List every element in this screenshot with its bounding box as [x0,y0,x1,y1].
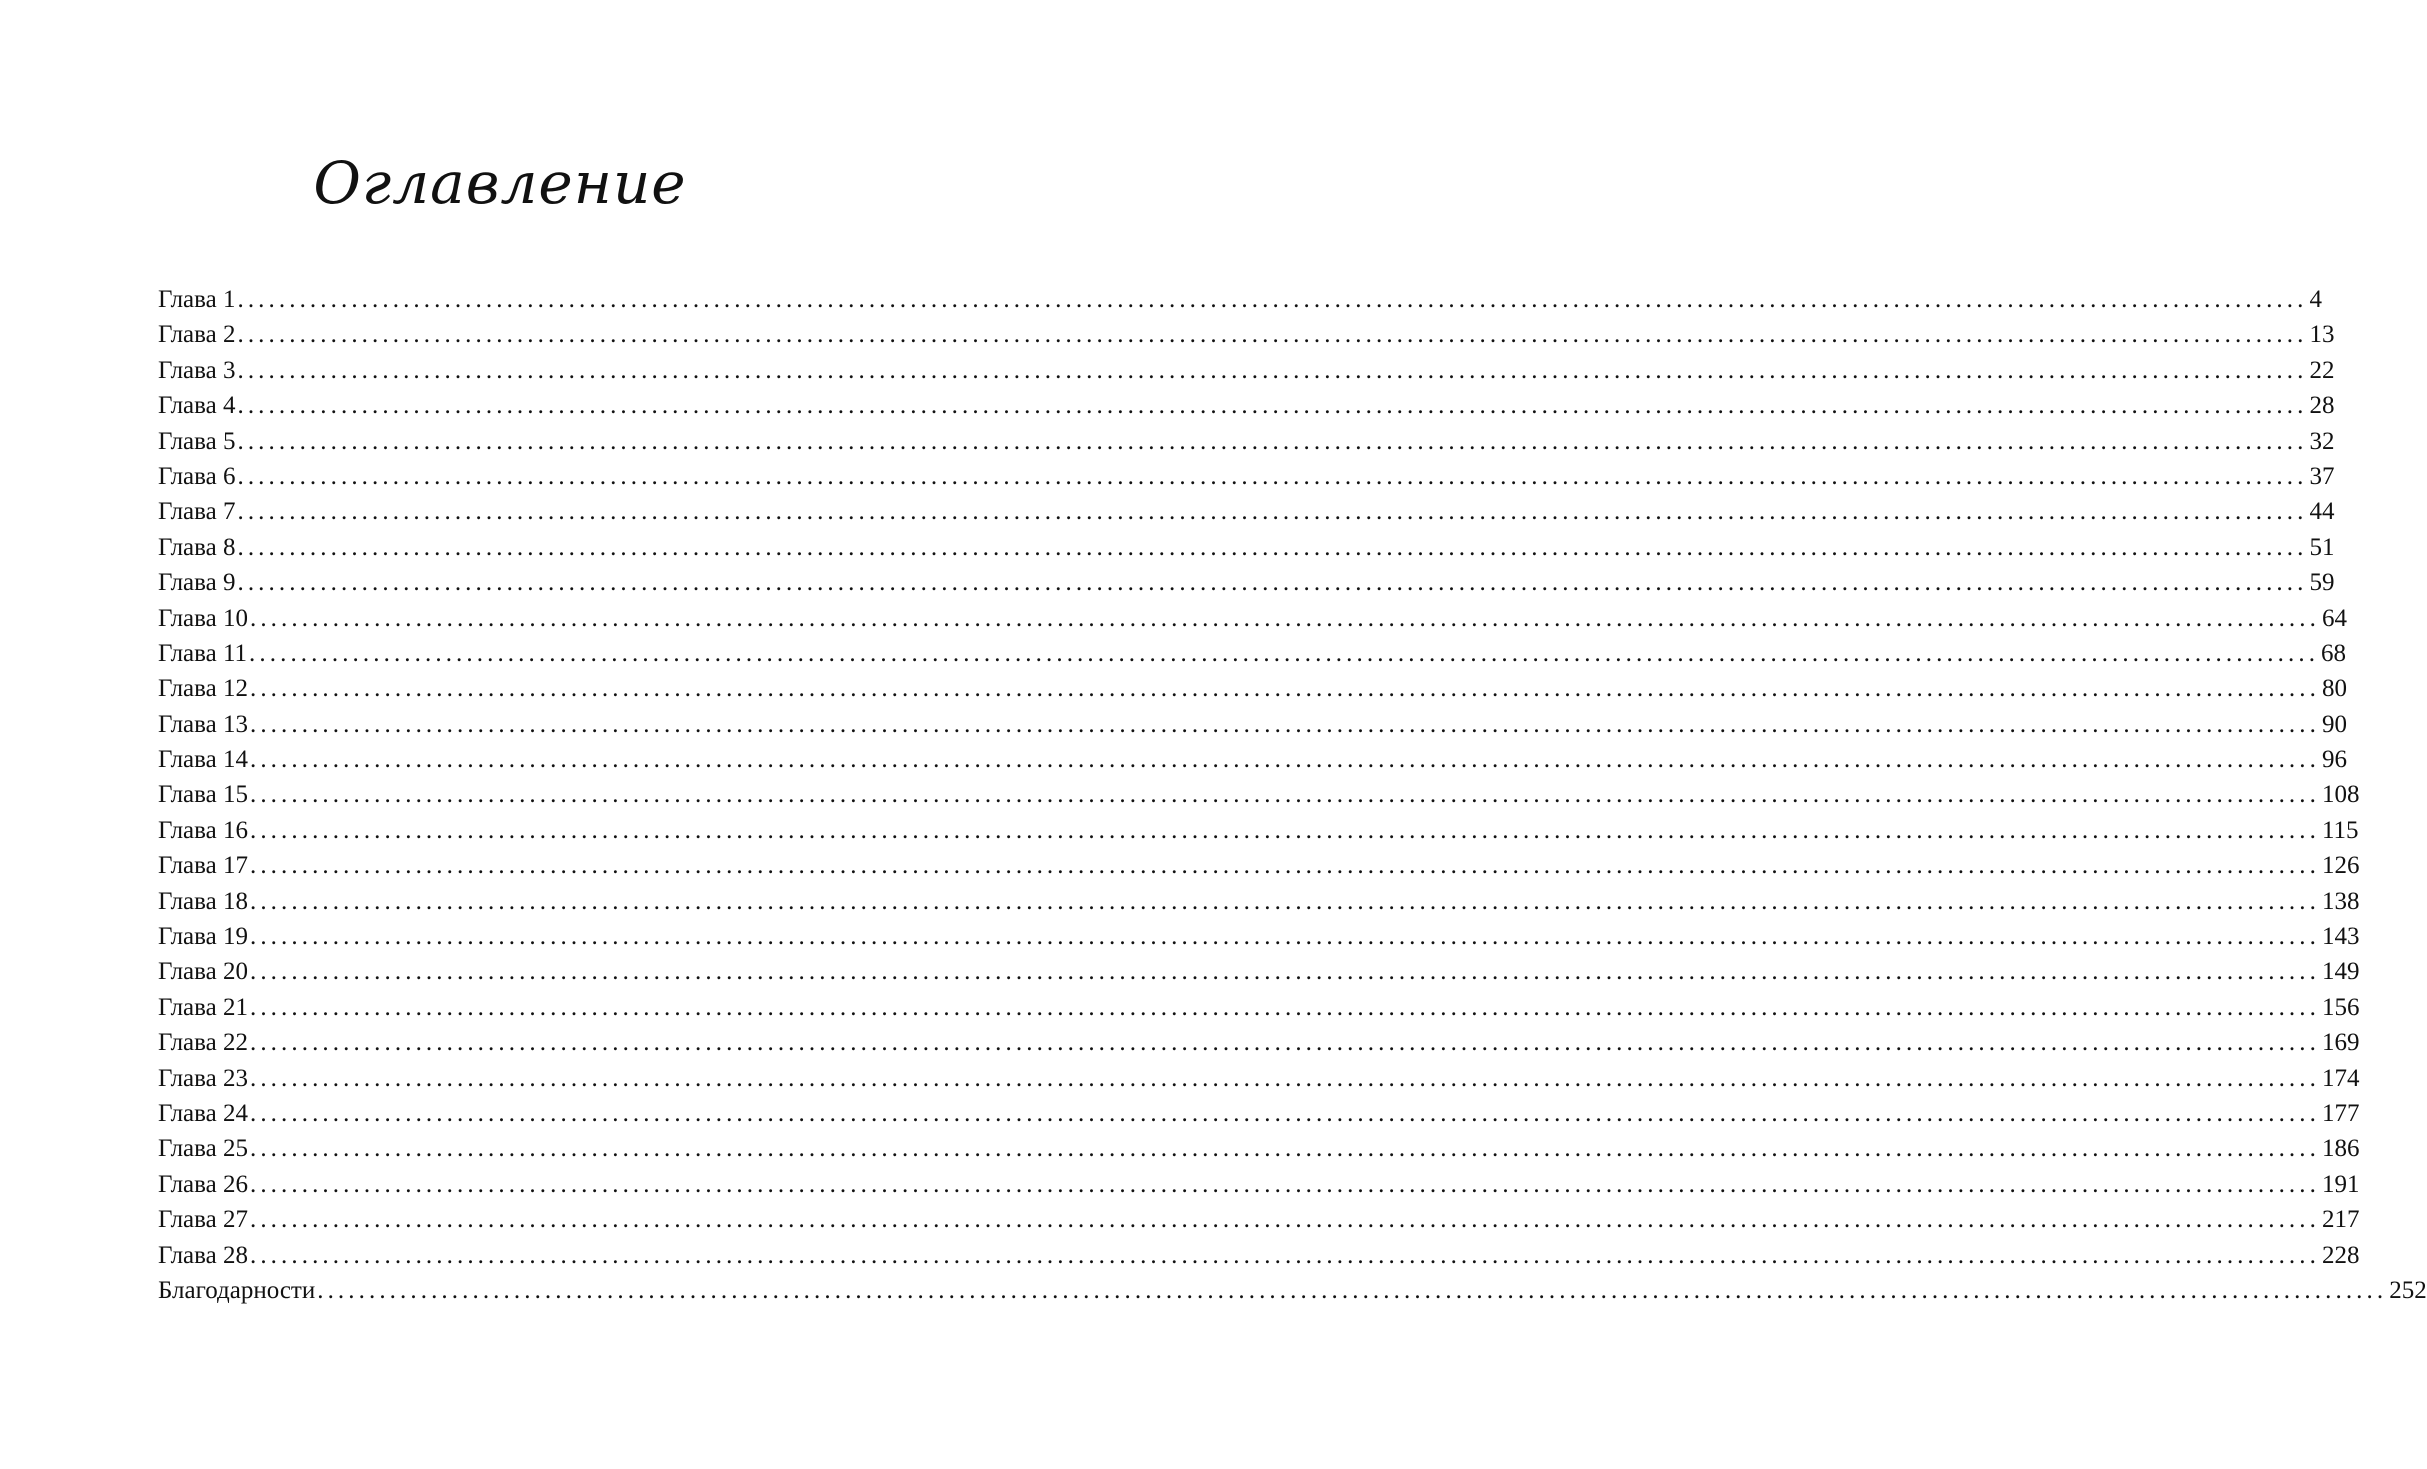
toc-entry [158,1273,2427,1308]
toc-entry-label: Глава 3 [158,356,236,384]
dot-leader: ........................................................................................................................................................................................................ [249,1029,2320,1057]
dot-leader: ........................................................................................................................................................................................................ [249,1170,2320,1198]
toc-entry-label: Глава 26 [158,1170,248,1198]
toc-entry-label: Глава 23 [158,1064,248,1092]
toc-entry [158,742,2347,777]
toc-entry-label: Глава 27 [158,1206,248,1234]
dot-leader: ........................................................................................................................................................................................................ [237,462,2308,490]
dot-leader: ........................................................................................................................................................................................................ [237,533,2308,561]
toc-entry-label: Глава 7 [158,498,236,526]
toc-entry-page-number: 68 [2321,639,2347,667]
dot-leader: ........................................................................................................................................................................................................ [249,746,2320,774]
dot-leader: ........................................................................................................................................................................................................ [249,852,2320,880]
toc-entry [158,388,2335,423]
toc-entry-label: Глава 19 [158,923,248,951]
toc-entry-page-number: 13 [2309,321,2335,349]
toc-entry [158,1238,2360,1273]
dot-leader: ........................................................................................................................................................................................................ [249,923,2320,951]
dot-leader: ........................................................................................................................................................................................................ [237,392,2308,420]
toc-entry-page-number: 191 [2321,1170,2360,1198]
dot-leader: ........................................................................................................................................................................................................ [237,286,2308,313]
toc-entry-page-number: 149 [2321,958,2360,986]
dot-leader: ........................................................................................................................................................................................................ [237,498,2308,526]
toc-entry [158,530,2335,565]
toc-entry-page-number: 252 [2389,1276,2427,1304]
toc-entry-page-number: 228 [2321,1241,2360,1269]
toc-entry-label: Глава 20 [158,958,248,986]
toc-entry-label: Глава 9 [158,569,236,597]
toc-entry-page-number: 108 [2321,781,2360,809]
toc-entry [158,1202,2360,1237]
dot-leader: ........................................................................................................................................................................................................ [249,1135,2320,1163]
toc-entry-label: Глава 22 [158,1029,248,1057]
toc-entry-page-number: 174 [2321,1064,2360,1092]
toc-entry [158,919,2360,954]
toc-entry [158,990,2360,1025]
dot-leader: ........................................................................................................................................................................................................ [249,604,2320,632]
toc-entry-label: Глава 14 [158,746,248,774]
toc-entry-page-number: 90 [2321,710,2347,738]
toc-entry-page-number: 64 [2321,604,2347,632]
toc-entry [158,317,2335,352]
toc-entry-label: Глава 6 [158,462,236,490]
dot-leader: ........................................................................................................................................................................................................ [237,321,2308,349]
toc-entry-page-number: 126 [2321,852,2360,880]
toc-entry-label: Глава 8 [158,533,236,561]
toc-entry-page-number: 32 [2309,427,2335,455]
page-title: Оглавление [313,149,687,217]
toc-entry-page-number: 186 [2321,1135,2360,1163]
dot-leader: ........................................................................................................................................................................................................ [237,427,2308,455]
toc-entry [158,424,2335,459]
dot-leader: ........................................................................................................................................................................................................ [249,781,2320,809]
toc-entry [158,282,2322,317]
toc-entry-page-number: 51 [2309,533,2335,561]
toc-entry-label: Глава 21 [158,993,248,1021]
toc-entry-label: Глава 11 [158,639,248,667]
dot-leader: ........................................................................................................................................................................................................ [249,816,2320,844]
toc-entry-page-number: 80 [2321,675,2347,703]
toc-entry-label: Глава 28 [158,1241,248,1269]
toc-entry-page-number: 115 [2321,816,2359,844]
toc-entry-page-number: 4 [2309,286,2322,313]
dot-leader: ........................................................................................................................................................................................................ [249,1064,2320,1092]
toc-entry [158,671,2347,706]
toc-entry-label: Глава 17 [158,852,248,880]
toc-entry-page-number: 177 [2321,1099,2360,1127]
toc-entry [158,884,2360,919]
toc-entry-label: Глава 13 [158,710,248,738]
toc-entry-label: Благодарности [158,1276,316,1304]
toc-entry [158,1096,2360,1131]
toc-entry [158,813,2359,848]
toc-entry-label: Глава 25 [158,1135,248,1163]
toc-entry-page-number: 156 [2321,993,2360,1021]
toc-entry [158,1131,2360,1166]
toc-entry-page-number: 28 [2309,392,2335,420]
dot-leader: ........................................................................................................................................................................................................ [249,710,2320,738]
toc-entry [158,707,2347,742]
toc-entry-label: Глава 2 [158,321,236,349]
toc-entry-label: Глава 15 [158,781,248,809]
toc-entry [158,954,2360,989]
table-of-contents [158,282,2427,1308]
toc-entry-label: Глава 12 [158,675,248,703]
dot-leader: ........................................................................................................................................................................................................ [237,569,2308,597]
toc-entry-label: Глава 18 [158,887,248,915]
toc-entry-page-number: 169 [2321,1029,2360,1057]
toc-entry-page-number: 96 [2321,746,2347,774]
dot-leader: ........................................................................................................................................................................................................ [249,993,2320,1021]
dot-leader: ........................................................................................................................................................................................................ [317,1276,2388,1304]
dot-leader: ........................................................................................................................................................................................................ [249,887,2320,915]
toc-entry [158,494,2335,529]
toc-entry [158,565,2335,600]
toc-entry-label: Глава 24 [158,1099,248,1127]
toc-entry [158,459,2335,494]
toc-entry-page-number: 59 [2309,569,2335,597]
toc-entry-page-number: 138 [2321,887,2360,915]
dot-leader: ........................................................................................................................................................................................................ [249,1206,2320,1234]
dot-leader: ........................................................................................................................................................................................................ [249,1241,2320,1269]
dot-leader: ........................................................................................................................................................................................................ [249,639,2320,667]
toc-entry-label: Глава 16 [158,816,248,844]
toc-entry [158,353,2335,388]
toc-entry [158,777,2360,812]
toc-entry-label: Глава 10 [158,604,248,632]
toc-entry-page-number: 44 [2309,498,2335,526]
toc-entry-label: Глава 5 [158,427,236,455]
toc-entry [158,636,2347,671]
toc-entry-label: Глава 1 [158,286,236,313]
toc-entry [158,1061,2360,1096]
toc-entry [158,1167,2360,1202]
toc-entry-label: Глава 4 [158,392,236,420]
toc-entry-page-number: 37 [2309,462,2335,490]
toc-entry [158,1025,2360,1060]
toc-entry-page-number: 143 [2321,923,2360,951]
dot-leader: ........................................................................................................................................................................................................ [249,1099,2320,1127]
dot-leader: ........................................................................................................................................................................................................ [237,356,2308,384]
dot-leader: ........................................................................................................................................................................................................ [249,675,2320,703]
toc-entry-page-number: 22 [2309,356,2335,384]
dot-leader: ........................................................................................................................................................................................................ [249,958,2320,986]
toc-entry [158,601,2347,636]
toc-entry-page-number: 217 [2321,1206,2360,1234]
toc-entry [158,848,2360,883]
